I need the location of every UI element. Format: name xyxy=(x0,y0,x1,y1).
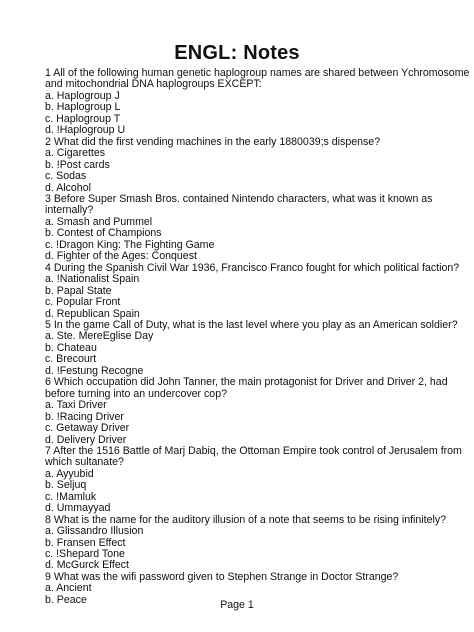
text-line: b. !Post cards xyxy=(45,158,110,171)
text-line: a. Ancient xyxy=(45,582,92,595)
text-line: b. !Racing Driver xyxy=(45,410,124,423)
text-line: and mitochondrial DNA haplogroups EXCEPT: xyxy=(45,78,262,91)
text-line: b. Chateau xyxy=(45,341,97,354)
text-line: b. Haplogroup L xyxy=(45,101,121,114)
text-line: which sultanate? xyxy=(45,456,124,469)
text-line: c. Brecourt xyxy=(45,353,97,366)
text-line: d. Alcohol xyxy=(45,181,91,194)
text-line: c. !Shepard Tone xyxy=(45,548,125,561)
text-line: b. Papal State xyxy=(45,284,112,297)
page-number: Page 1 xyxy=(220,599,254,611)
text-line: b. Fransen Effect xyxy=(45,536,126,549)
text-line: c. Popular Front xyxy=(45,296,121,309)
text-line: c. !Dragon King: The Fighting Game xyxy=(45,238,215,251)
text-line: d. !Festung Recogne xyxy=(45,364,144,377)
text-line: before turning into an undercover cop? xyxy=(45,387,227,400)
text-line: a. Glissandro Illusion xyxy=(45,525,144,538)
text-line: d. Delivery Driver xyxy=(45,433,127,446)
text-line: a. Ste. MereEglise Day xyxy=(45,330,154,343)
text-line: c. !Mamluk xyxy=(45,490,97,503)
text-line: 5 In the game Call of Duty, what is the last level where you play as an American soldier? xyxy=(45,318,458,331)
text-line: a. Cigarettes xyxy=(45,147,106,160)
text-line: a. Smash and Pummel xyxy=(45,215,153,228)
text-line: b. Peace xyxy=(45,593,87,606)
text-line: 8 What is the name for the auditory illusion of a note that seems to be rising infinitely? xyxy=(45,513,447,526)
text-line: d. McGurck Effect xyxy=(45,559,129,572)
text-line: d. !Haplogroup U xyxy=(45,124,126,137)
text-line: a. Taxi Driver xyxy=(45,399,107,412)
text-line: c. Haplogroup T xyxy=(45,112,121,125)
text-line: d. Republican Spain xyxy=(45,307,140,320)
document-body xyxy=(45,67,470,606)
text-line: 2 What did the first vending machines in the early 1880039;s dispense? xyxy=(45,135,381,148)
text-line: a. !Nationalist Spain xyxy=(45,273,140,286)
text-line: a. Ayyubid xyxy=(45,467,94,480)
text-line: d. Fighter of the Ages: Conquest xyxy=(45,250,197,263)
text-line: 4 During the Spanish Civil War 1936, Francisco Franco fought for which political faction? xyxy=(45,261,460,274)
text-line: 3 Before Super Smash Bros. contained Nintendo characters, what was it known as xyxy=(45,192,433,205)
page-title: ENGL: Notes xyxy=(174,42,300,64)
text-line: 1 All of the following human genetic haplogroup names are shared between Ychromosome xyxy=(45,67,470,79)
text-line: a. Haplogroup J xyxy=(45,89,120,102)
text-line: c. Sodas xyxy=(45,170,87,183)
text-line: b. Seljuq xyxy=(45,479,87,492)
text-line: b. Contest of Champions xyxy=(45,227,162,240)
text-line: d. Ummayyad xyxy=(45,502,111,515)
text-line: c. Getaway Driver xyxy=(45,422,130,435)
text-line: 7 After the 1516 Battle of Marj Dabiq, the Ottoman Empire took control of Jerusalem from xyxy=(45,444,462,457)
text-line: 6 Which occupation did John Tanner, the main protagonist for Driver and Driver 2, had xyxy=(45,376,448,389)
text-line: 9 What was the wifi password given to Stephen Strange in Doctor Strange? xyxy=(45,570,399,583)
text-line: internally? xyxy=(45,204,94,217)
